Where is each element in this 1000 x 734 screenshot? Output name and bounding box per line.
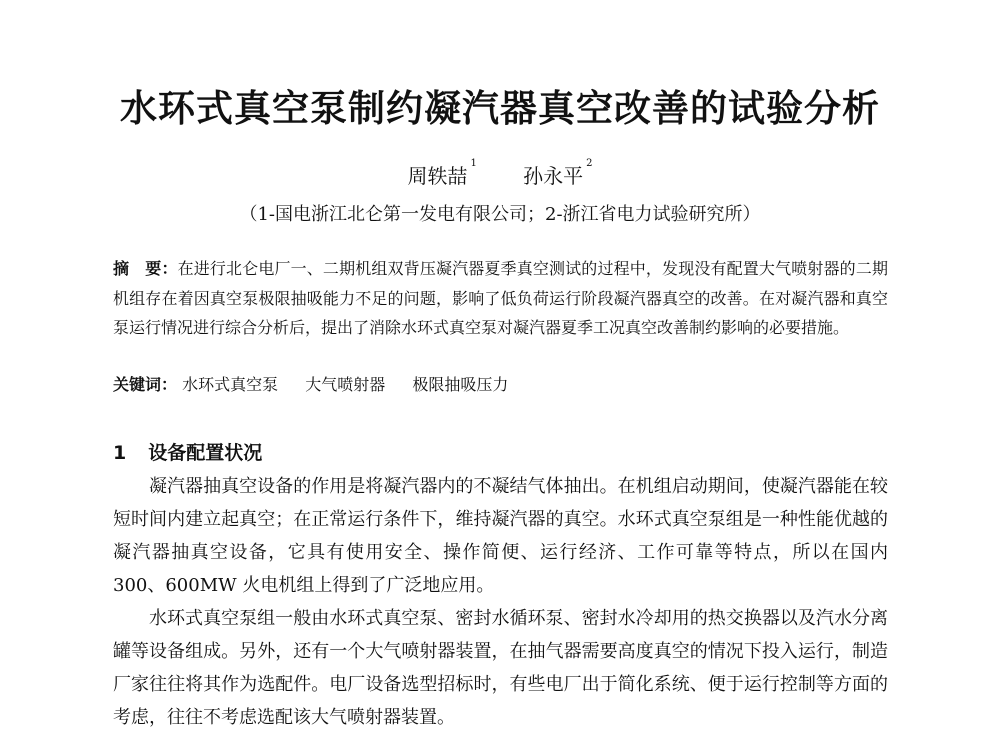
paragraph-1: 凝汽器抽真空设备的作用是将凝汽器内的不凝结气体抽出。在机组启动期间，使凝汽器能在较短时间内建立起真空；在正常运行条件下，维持凝汽器的真空。水环式真空泵组是一种性能优越的凝汽器抽真空设备，它具有使用安全、操作简便、运行经济、工作可靠等特点，所以在国内 300、600MW 火电机组上得到了广泛地应用。 <box>113 476 888 596</box>
body-text <box>113 470 888 734</box>
section-heading <box>113 438 262 465</box>
keyword-3: 极限抽吸压力 <box>412 375 509 394</box>
author-2 <box>523 158 593 188</box>
paper-title: 水环式真空泵制约凝汽器真空改善的试验分析 <box>120 87 880 130</box>
keywords-label: 关键词： <box>113 375 178 394</box>
abstract-text: 在进行北仑电厂一、二期机组双背压凝汽器夏季真空测试的过程中，发现没有配置大气喷射器的二期机组存在着因真空泵极限抽吸能力不足的问题，影响了低负荷运行阶段凝汽器真空的改善。在对凝汽器和真空泵运行情况进行综合分析后，提出了消除水环式真空泵对凝汽器夏季工况真空改善制约影响的必要措施。 <box>113 259 888 337</box>
keyword-1: 水环式真空泵 <box>182 375 279 394</box>
abstract-label: 摘 要： <box>113 259 178 278</box>
section-title: 设备配置状况 <box>148 442 263 464</box>
affiliation: （1-国电浙江北仑第一发电有限公司；2-浙江省电力试验研究所） <box>239 204 761 225</box>
abstract <box>113 254 888 343</box>
keywords <box>113 372 888 395</box>
paragraph-2: 水环式真空泵组一般由水环式真空泵、密封水循环泵、密封水冷却用的热交换器以及汽水分离罐等设备组成。另外，还有一个大气喷射器装置，在抽气器需要高度真空的情况下投入运行，制造厂家往往将其作为选配件。电厂设备选型招标时，有些电厂出于简化系统、便于运行控制等方面的考虑，往往不考虑选配该大气喷射器装置。 <box>113 608 888 728</box>
author-name: 周轶喆 <box>407 164 468 188</box>
author-affil-mark: 2 <box>586 158 593 169</box>
author-name: 孙永平 <box>523 164 584 188</box>
keyword-2: 大气喷射器 <box>305 375 386 394</box>
author-affil-mark: 1 <box>470 158 477 169</box>
section-number: 1 <box>113 442 127 464</box>
author-1 <box>407 158 477 188</box>
author-list <box>0 160 1000 189</box>
